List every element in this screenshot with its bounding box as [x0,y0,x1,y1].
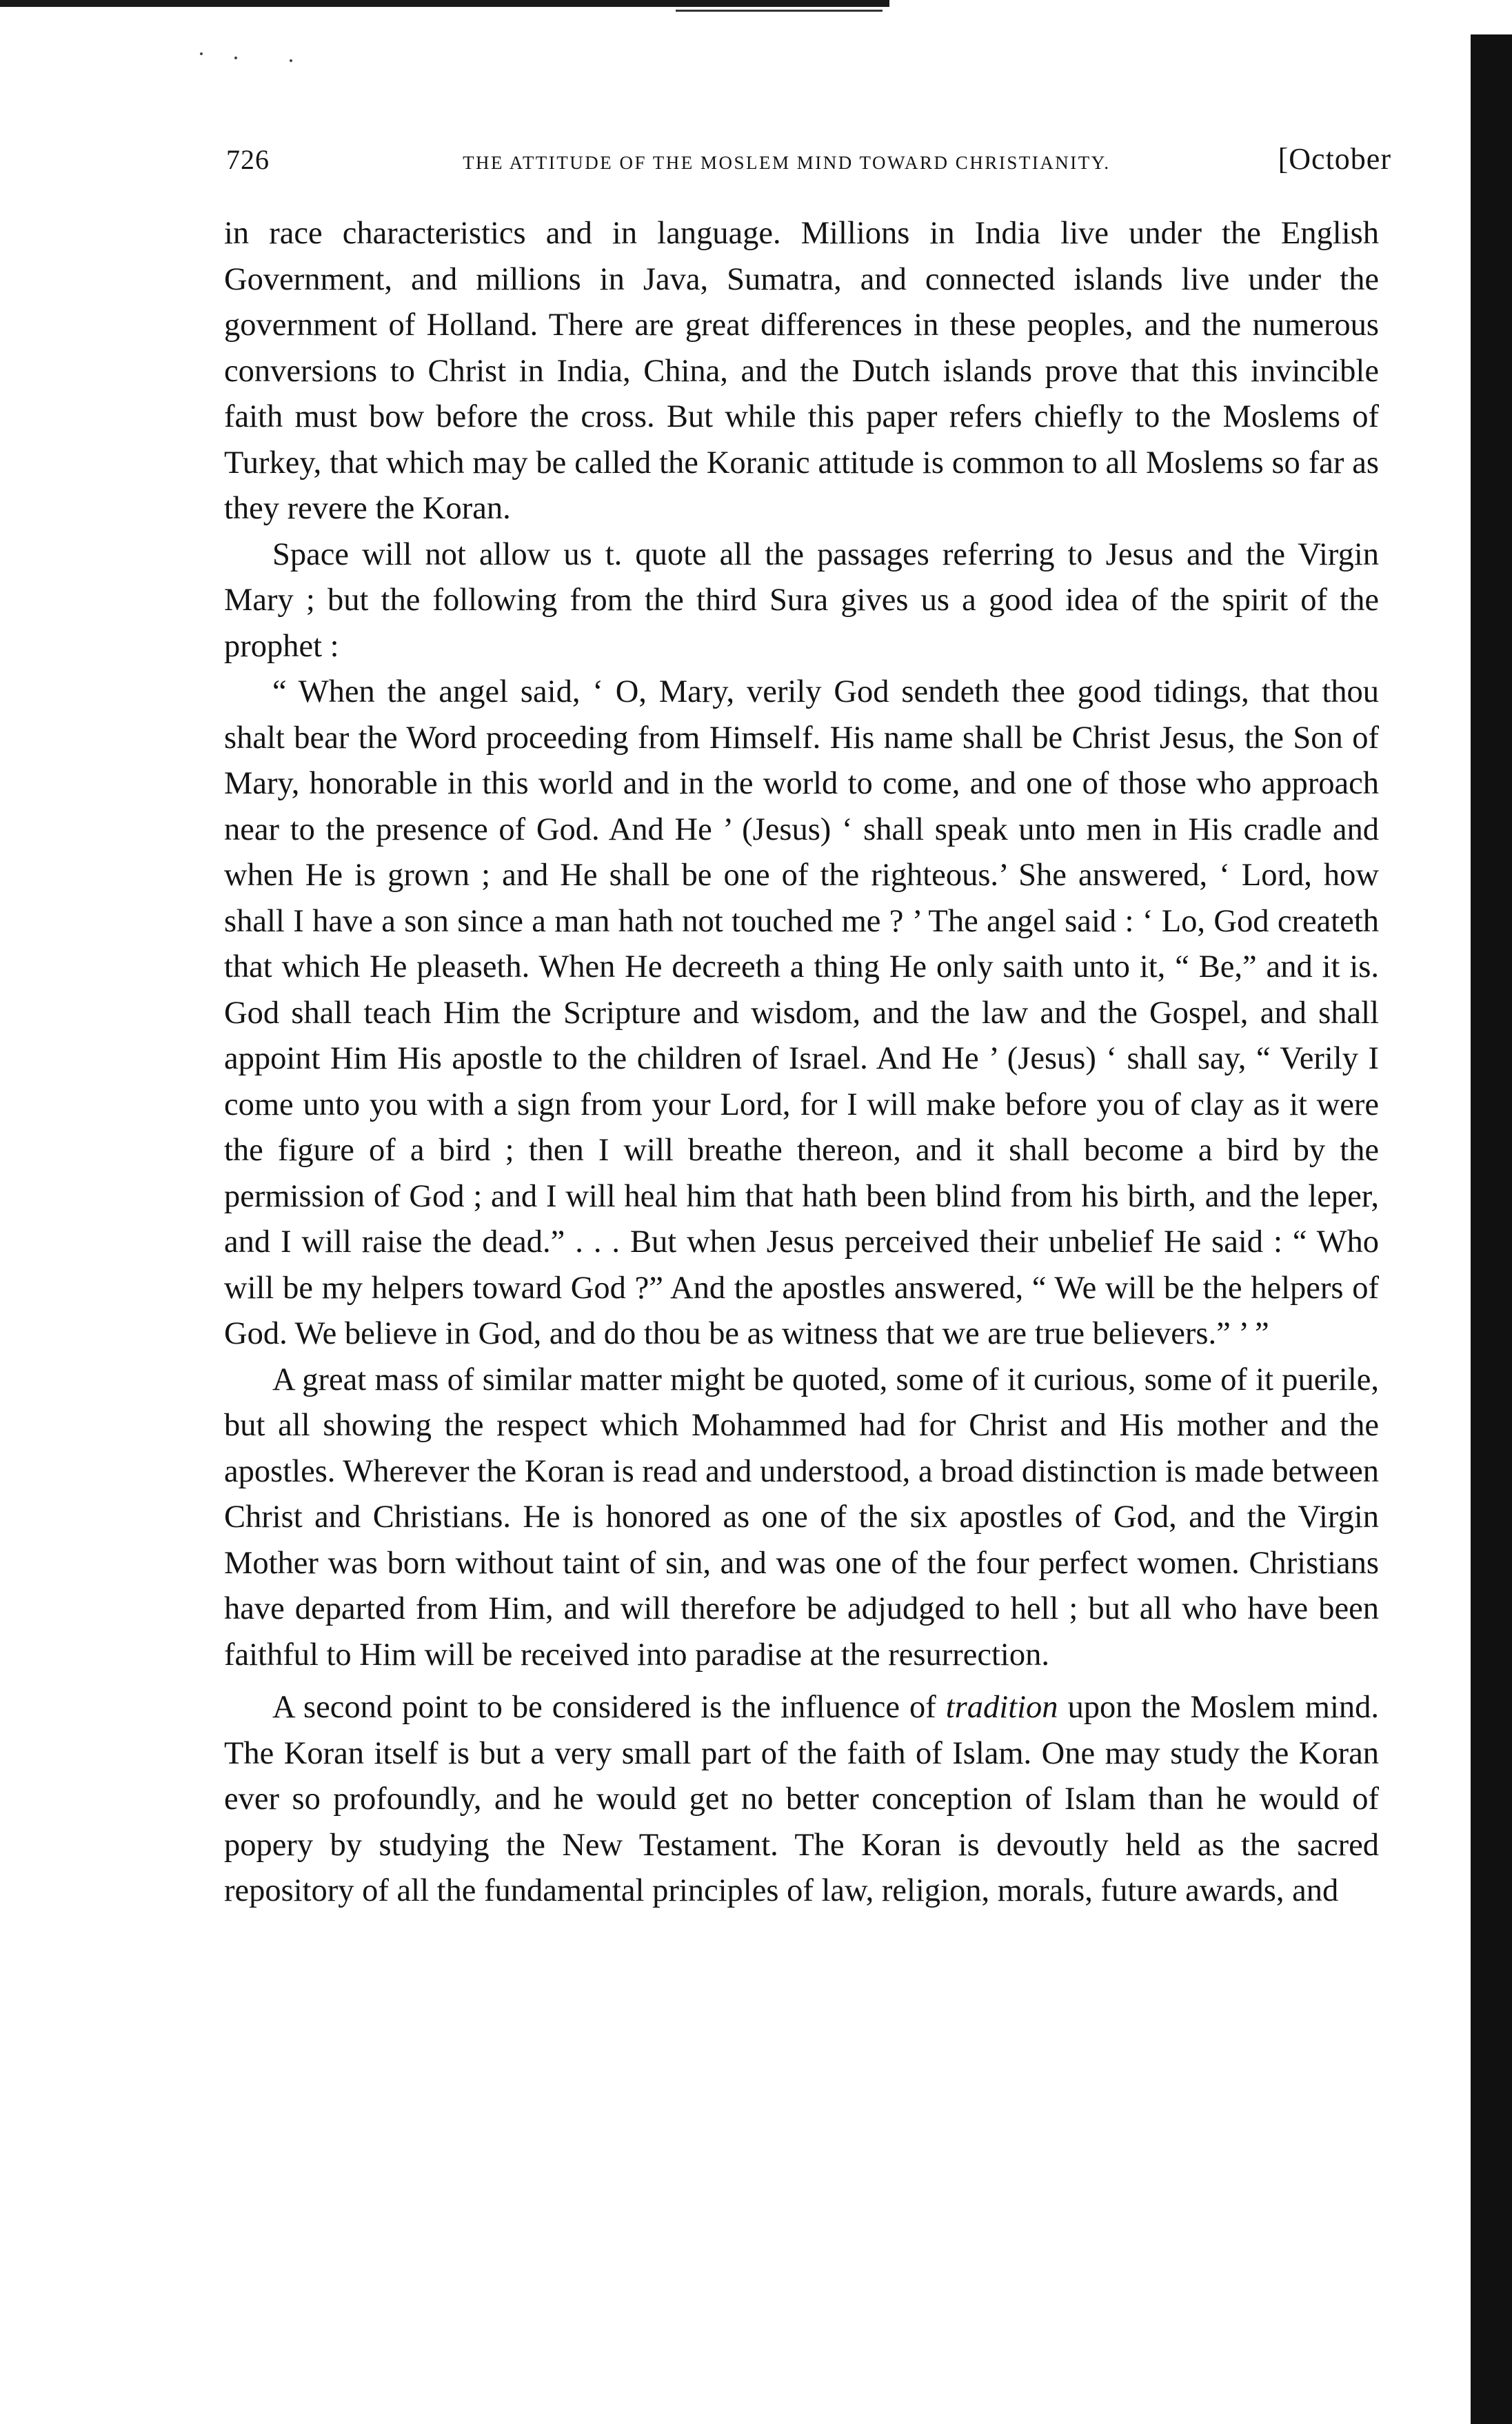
running-head [226,141,1391,183]
scan-specks [193,41,331,62]
paragraph-2: Space will not allow us t. quote all the passages referring to Jesus and the Virgin Mary ; but the following from the third Sura gives us a good idea of the spirit of the prophet : [224,536,1379,664]
scan-edge-rule [0,0,889,7]
paragraph-5-text-after: upon the Moslem mind. The Koran itself is but a very small part of the faith of Islam. One may study the Koran ever so profoundly, and he would get no better conception of Islam than he would of popery by studying the New Testament. The Koran is devoutly held as the sacred repository of all the fundamental principles of law, religion, morals, future awards, and [224,1690,1379,1908]
article-body [224,211,1379,1915]
paragraph-5 [224,1685,1379,1915]
page-number: 726 [226,144,270,175]
emphasis-tradition: tradition [945,1690,1058,1725]
running-title: THE ATTITUDE OF THE MOSLEM MIND TOWARD CHRISTIANITY. [463,152,1111,173]
scan-speck [290,59,292,62]
paragraph-4: A great mass of similar matter might be quoted, some of it curious, some of it puerile, but all showing the respect which Mohammed had for Christ and His mother and the apostles. Wherever the Koran is read and understood, a broad distinction is made between Christ and Christians. He is honored as one of the six apostles of God, and the Virgin Mother was born without taint of sin, and was one of the four perfect women. Christians have departed from Him, and will therefore be adjudged to hell ; but all who have been faithful to Him will be received into paradise at the resurrection. [224,1362,1379,1673]
paragraph-1: in race characteristics and in language. Millions in India live under the English Government, and millions in Java, Sumatra, and connected islands live under the government of Holland. There are great differences in these peoples, and the numerous conversions to Christ in India, China, and the Dutch islands prove that this invincible faith must bow before the cross. But while this paper refers chiefly to the Moslems of Turkey, that which may be called the Koranic attitude is common to all Moslems so far as they revere the Koran. [224,216,1379,526]
running-month: [October [1278,142,1391,176]
scan-speck [200,52,203,55]
quotation-paragraph: “ When the angel said, ‘ O, Mary, verily God sendeth thee good tidings, that thou shalt bear the Word proceeding from Himself. His name shall be Christ Jesus, the Son of Mary, honorable in this world and in the world to come, and one of those who approach near to the presence of God. And He ’ (Jesus) ‘ shall speak unto men in His cradle and when He is grown ; and He shall be one of the righteous.’ She answered, ‘ Lord, how shall I have a son since a man hath not touched me ? ’ The angel said : ‘ Lo, God createth that which He pleaseth. When He decreeth a thing He only saith unto it, “ Be,” and it is. God shall teach Him the Scripture and wisdom, and the law and the Gospel, and shall appoint Him His apostle to the children of Israel. And He ’ (Jesus) ‘ shall say, “ Verily I come unto you with a sign from your Lord, for I will make before you of clay as it were the figure of a bird ; then I will breathe thereon, and it shall become a bird by the permission of God ; and I will heal him that hath been blind from his birth, and the leper, and I will raise the dead.” . . . But when Jesus perceived their unbelief He said : “ Who will be my helpers toward God ?” And the apostles answered, “ We will be the helpers of God. We believe in God, and do thou be as witness that we are true believers.” ’ ” [224,674,1379,1351]
paragraph-5-text-before: A second point to be considered is the influence of [272,1690,946,1725]
scan-binding-shadow [1471,34,1512,2424]
scan-speck [234,57,237,59]
scan-edge-rule-thin [676,10,883,12]
